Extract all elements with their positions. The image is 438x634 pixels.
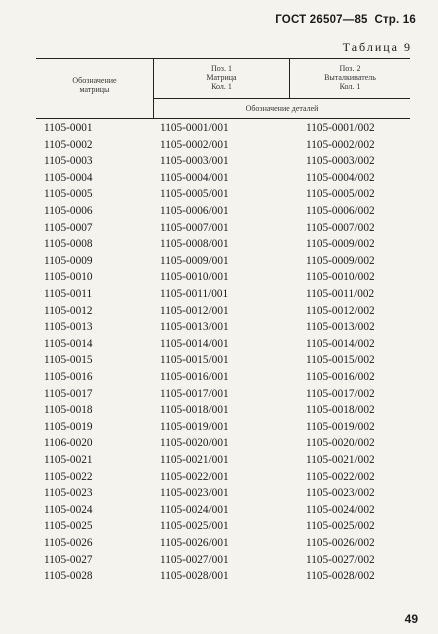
cell-pos2: 1105-0016/002	[306, 371, 375, 383]
cell-designation: 1105-0007	[44, 221, 93, 234]
cell-pos2: 1105-0002/002	[306, 138, 375, 151]
cell-designation: 1105-0021	[44, 454, 93, 466]
cell-pos2: 1105-0013/002	[306, 321, 375, 334]
cell-designation: 1105-0019	[44, 420, 93, 433]
table-row	[36, 404, 410, 421]
cell-pos2: 1105-0004/002	[306, 171, 375, 184]
cell-pos1: 1105-0013/001	[160, 321, 229, 334]
cell-pos2: 1105-0001/002	[306, 122, 375, 134]
cell-designation: 1105-0010	[44, 271, 93, 284]
cell-pos2: 1105-0009/002	[306, 238, 375, 251]
column-header-pos2: Поз. 2 Выталкиватель Кол. 1	[324, 64, 376, 91]
cell-designation: 1105-0009	[44, 254, 93, 267]
cell-pos1: 1105-0017/001	[160, 387, 229, 400]
cell-pos1: 1105-0023/001	[160, 487, 229, 500]
cell-pos1: 1105-0028/001	[160, 570, 229, 583]
cell-pos2: 1105-0019/002	[306, 420, 375, 433]
table-row	[36, 288, 410, 305]
cell-pos1: 1105-0026/001	[160, 537, 229, 549]
cell-pos2: 1105-0007/002	[306, 221, 375, 234]
table-row	[36, 222, 410, 239]
cell-pos1: 1105-0008/001	[160, 238, 229, 251]
cell-designation: 1105-0004	[44, 171, 93, 184]
cell-pos2: 1105-0018/002	[306, 404, 375, 417]
cell-designation: 1105-0006	[44, 205, 93, 217]
cell-pos1: 1105-0021/001	[160, 454, 229, 466]
cell-pos2: 1105-0027/002	[306, 553, 375, 566]
table-row	[36, 122, 410, 139]
cell-pos1: 1105-0007/001	[160, 221, 229, 234]
table-row	[36, 139, 410, 156]
table-row	[36, 487, 410, 504]
cell-pos2: 1105-0010/002	[306, 271, 375, 284]
cell-pos1: 1105-0009/001	[160, 254, 229, 267]
cell-designation: 1105-0023	[44, 487, 93, 500]
table-row	[36, 554, 410, 571]
table-row	[36, 172, 410, 189]
cell-designation: 1105-0012	[44, 304, 93, 317]
column-header-pos1: Поз. 1 Матрица Кол. 1	[206, 64, 237, 91]
cell-designation: 1105-0015	[44, 354, 93, 367]
cell-pos1: 1105-0020/001	[160, 437, 229, 450]
cell-pos1: 1105-0011/001	[160, 288, 229, 300]
running-header	[275, 14, 416, 26]
cell-pos2: 1105-0026/002	[306, 537, 375, 549]
cell-designation: 1105-0008	[44, 238, 93, 251]
cell-pos2: 1105-0005/002	[306, 188, 375, 201]
table-row	[36, 321, 410, 338]
table-row	[36, 371, 410, 388]
cell-pos1: 1105-0012/001	[160, 304, 229, 317]
page-number: 49	[404, 612, 418, 626]
table-row	[36, 238, 410, 255]
cell-pos2: 1105-0015/002	[306, 354, 375, 367]
cell-designation: 1105-0027	[44, 553, 93, 566]
cell-pos1: 1105-0005/001	[160, 188, 229, 201]
cell-designation: 1105-0028	[44, 570, 93, 583]
cell-pos1: 1105-0016/001	[160, 371, 229, 383]
cell-pos1: 1105-0003/001	[160, 155, 229, 168]
cell-designation: 1105-0014	[44, 337, 93, 350]
table-row	[36, 537, 410, 554]
cell-pos2: 1105-0003/002	[306, 155, 375, 168]
table-row	[36, 437, 410, 454]
table-row	[36, 338, 410, 355]
subheader-rule	[153, 98, 410, 99]
cell-designation: 1105-0002	[44, 138, 93, 151]
cell-designation: 1105-0005	[44, 188, 93, 201]
cell-pos2: 1105-0021/002	[306, 454, 375, 466]
table-row	[36, 205, 410, 222]
cell-pos2: 1105-0022/002	[306, 470, 375, 483]
cell-designation: 1105-0003	[44, 155, 93, 168]
cell-pos1: 1105-0018/001	[160, 404, 229, 417]
table-row	[36, 520, 410, 537]
table-row	[36, 255, 410, 272]
cell-pos1: 1105-0024/001	[160, 503, 229, 516]
cell-designation: 1105-0024	[44, 503, 93, 516]
column-header-designation: Обозначение матрицы	[72, 76, 117, 94]
cell-pos1: 1105-0019/001	[160, 420, 229, 433]
table-caption: Таблица 9	[342, 40, 412, 54]
cell-pos1: 1105-0004/001	[160, 171, 229, 184]
cell-designation: 1105-0013	[44, 321, 93, 334]
table-row	[36, 504, 410, 521]
table-row	[36, 570, 410, 587]
cell-designation: 1105-0011	[44, 288, 93, 300]
cell-pos1: 1105-0010/001	[160, 271, 229, 284]
table-row	[36, 271, 410, 288]
cell-pos1: 1105-0025/001	[160, 520, 229, 533]
cell-designation: 1105-0016	[44, 371, 93, 383]
column-subheader: Обозначение деталей	[245, 104, 319, 113]
table-row	[36, 471, 410, 488]
table-row	[36, 388, 410, 405]
cell-pos2: 1105-0009/002	[306, 254, 375, 267]
table-row	[36, 454, 410, 471]
cell-pos2: 1105-0023/002	[306, 487, 375, 500]
cell-pos1: 1105-0014/001	[160, 337, 229, 350]
cell-designation: 1105-0025	[44, 520, 93, 533]
cell-pos1: 1105-0006/001	[160, 205, 229, 217]
cell-pos2: 1105-0011/002	[306, 288, 375, 300]
table-row	[36, 155, 410, 172]
header-bottom-rule	[36, 118, 410, 119]
cell-designation: 1105-0001	[44, 122, 93, 134]
cell-pos1: 1105-0002/001	[160, 138, 229, 151]
table-row	[36, 354, 410, 371]
page-label: Стр. 16	[374, 14, 416, 26]
cell-pos2: 1105-0024/002	[306, 503, 375, 516]
cell-designation: 1106-0020	[44, 437, 93, 450]
cell-pos2: 1105-0012/002	[306, 304, 375, 317]
cell-pos2: 1105-0006/002	[306, 205, 375, 217]
cell-pos1: 1105-0015/001	[160, 354, 229, 367]
table-row	[36, 421, 410, 438]
cell-pos2: 1105-0025/002	[306, 520, 375, 533]
cell-pos1: 1105-0022/001	[160, 470, 229, 483]
cell-pos2: 1105-0020/002	[306, 437, 375, 450]
cell-designation: 1105-0026	[44, 537, 93, 549]
table-row	[36, 305, 410, 322]
cell-designation: 1105-0017	[44, 387, 93, 400]
cell-pos1: 1105-0001/001	[160, 122, 229, 134]
cell-designation: 1105-0018	[44, 404, 93, 417]
cell-pos2: 1105-0014/002	[306, 337, 375, 350]
table-top-rule	[36, 58, 410, 59]
cell-pos2: 1105-0017/002	[306, 387, 375, 400]
table-row	[36, 188, 410, 205]
cell-designation: 1105-0022	[44, 470, 93, 483]
cell-pos2: 1105-0028/002	[306, 570, 375, 583]
cell-pos1: 1105-0027/001	[160, 553, 229, 566]
document-code: ГОСТ 26507—85	[275, 14, 368, 26]
